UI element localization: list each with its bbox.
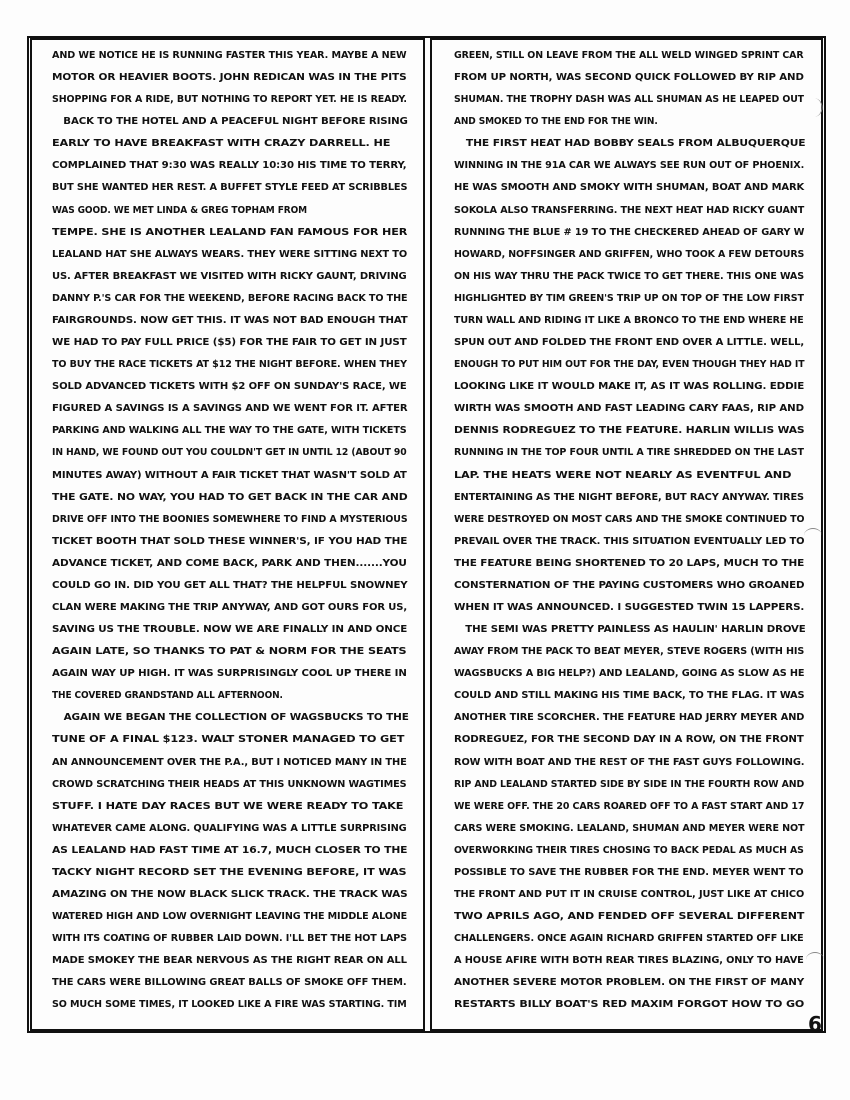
text-line: AND WE NOTICE HE IS RUNNING FASTER THIS YEAR. MAYBE A NEW	[52, 50, 407, 61]
text-line: RUNNING THE BLUE # 19 TO THE CHECKERED AHEAD OF GARY W	[454, 226, 805, 238]
page-curl-mark	[808, 99, 823, 117]
text-line: HE WAS SMOOTH AND SMOKY WITH SHUMAN, BOAT AND MARK	[454, 182, 805, 194]
text-line: CHALLENGERS. ONCE AGAIN RICHARD GRIFFEN STARTED OFF LIKE	[454, 933, 804, 945]
text-line: DANNY P.'S CAR FOR THE WEEKEND, BEFORE RACING BACK TO THE	[52, 292, 408, 304]
text-line: LOOKING LIKE IT WOULD MAKE IT, AS IT WAS ROLLING. EDDIE	[454, 381, 805, 393]
page-number: 6	[808, 1012, 822, 1036]
text-line: RIP AND LEALAND STARTED SIDE BY SIDE IN THE FOURTH ROW AND	[454, 778, 805, 790]
text-line: CARS WERE SMOKING. LEALAND, SHUMAN AND MEYER WERE NOT	[454, 822, 805, 834]
text-line: TACKY NIGHT RECORD SET THE EVENING BEFORE, IT WAS	[52, 866, 407, 878]
text-line: WATERED HIGH AND LOW OVERNIGHT LEAVING THE MIDDLE ALONE	[52, 911, 408, 923]
text-line: CROWD SCRATCHING THEIR HEADS AT THIS UNKNOWN WAGTIMES	[52, 778, 407, 790]
text-line: STUFF. I HATE DAY RACES BUT WE WERE READY TO TAKE	[52, 800, 404, 812]
text-line: SOKOLA ALSO TRANSFERRING. THE NEXT HEAT HAD RICKY GUANT	[454, 204, 805, 216]
text-line: SOLD ADVANCED TICKETS WITH $2 OFF ON SUNDAY'S RACE, WE	[52, 381, 407, 393]
text-line: COMPLAINED THAT 9:30 WAS REALLY 10:30 HIS TIME TO TERRY,	[52, 160, 407, 172]
text-line: AN ANNOUNCEMENT OVER THE P.A., BUT I NOTICED MANY IN THE	[52, 756, 407, 768]
text-line: SAVING US THE TROUBLE. NOW WE ARE FINALLY IN AND ONCE	[52, 624, 408, 636]
text-line: ADVANCE TICKET, AND COME BACK, PARK AND THEN.......YOU	[52, 557, 407, 569]
text-line: SPUN OUT AND FOLDED THE FRONT END OVER A LITTLE. WELL,	[454, 337, 805, 349]
text-line: AWAY FROM THE PACK TO BEAT MEYER, STEVE ROGERS (WITH HIS	[454, 646, 805, 658]
text-line: WINNING IN THE 91A CAR WE ALWAYS SEE RUN OUT OF PHOENIX.	[454, 160, 805, 172]
text-line: AMAZING ON THE NOW BLACK SLICK TRACK. THE TRACK WAS	[52, 889, 408, 901]
text-line: BUT SHE WANTED HER REST. A BUFFET STYLE FEED AT SCRIBBLES	[52, 182, 408, 194]
text-line: LAP. THE HEATS WERE NOT NEARLY AS EVENTFUL AND	[454, 469, 792, 481]
text-line: WAS GOOD. WE MET LINDA & GREG TOPHAM FROM	[52, 204, 307, 216]
text-line: ANOTHER TIRE SCORCHER. THE FEATURE HAD JERRY MEYER AND	[454, 712, 805, 724]
text-line: THE SEMI WAS PRETTY PAINLESS AS HAULIN' HARLIN DROVE	[465, 624, 806, 636]
text-line: MINUTES AWAY) WITHOUT A FAIR TICKET THAT WASN'T SOLD AT	[52, 469, 407, 481]
text-line: ENTERTAINING AS THE NIGHT BEFORE, BUT RACY ANYWAY. TIRES	[454, 491, 804, 503]
text-line: SO MUCH SOME TIMES, IT LOOKED LIKE A FIRE WAS STARTING. TIM	[52, 999, 407, 1011]
text-line: AGAIN WE BEGAN THE COLLECTION OF WAGSBUCKS TO THE	[63, 712, 409, 724]
page-curl-mark	[804, 528, 822, 543]
text-line: COULD GO IN. DID YOU GET ALL THAT? THE HELPFUL SNOWNEY	[52, 579, 408, 591]
text-line: HOWARD, NOFFSINGER AND GRIFFEN, WHO TOOK A FEW DETOURS	[454, 248, 805, 260]
text-line: WE HAD TO PAY FULL PRICE ($5) FOR THE FAIR TO GET IN JUST	[52, 337, 407, 349]
text-line: TWO APRILS AGO, AND FENDED OFF SEVERAL DIFFERENT	[454, 911, 805, 923]
text-line: THE COVERED GRANDSTAND ALL AFTERNOON.	[52, 690, 283, 702]
text-line: WERE DESTROYED ON MOST CARS AND THE SMOKE CONTINUED TO	[454, 513, 805, 525]
text-line: WE WERE OFF. THE 20 CARS ROARED OFF TO A FAST START AND 17	[454, 800, 805, 812]
text-line: A HOUSE AFIRE WITH BOTH REAR TIRES BLAZING, ONLY TO HAVE	[454, 955, 804, 967]
text-line: BACK TO THE HOTEL AND A PEACEFUL NIGHT BEFORE RISING	[63, 116, 408, 128]
text-line: CLAN WERE MAKING THE TRIP ANYWAY, AND GOT OURS FOR US,	[52, 602, 408, 613]
text-line: DRIVE OFF INTO THE BOONIES SOMEWHERE TO FIND A MYSTERIOUS	[52, 513, 408, 525]
text-line: TEMPE. SHE IS ANOTHER LEALAND FAN FAMOUS FOR HER	[52, 226, 408, 238]
text-line: THE FIRST HEAT HAD BOBBY SEALS FROM ALBUQUERQUE	[465, 138, 806, 150]
text-line: SHUMAN. THE TROPHY DASH WAS ALL SHUMAN AS HE LEAPED OUT	[454, 94, 804, 106]
text-line: AND SMOKED TO THE END FOR THE WIN.	[454, 116, 658, 128]
text-line: THE FEATURE BEING SHORTENED TO 20 LAPS, MUCH TO THE	[454, 557, 805, 569]
text-line: MOTOR OR HEAVIER BOOTS. JOHN REDICAN WAS IN THE PITS	[52, 72, 407, 84]
text-line: AGAIN LATE, SO THANKS TO PAT & NORM FOR THE SEATS	[52, 646, 407, 658]
text-line: ENOUGH TO PUT HIM OUT FOR THE DAY, EVEN THOUGH THEY HAD IT	[454, 359, 805, 371]
text-line: LEALAND HAT SHE ALWAYS WEARS. THEY WERE SITTING NEXT TO	[52, 248, 408, 260]
text-line: EARLY TO HAVE BREAKFAST WITH CRAZY DARRELL. HE	[52, 138, 391, 150]
text-line: COULD AND STILL MAKING HIS TIME BACK, TO THE FLAG. IT WAS	[454, 690, 805, 702]
text-line: WHEN IT WAS ANNOUNCED. I SUGGESTED TWIN 15 LAPPERS.	[454, 602, 805, 613]
text-line: RESTARTS BILLY BOAT'S RED MAXIM FORGOT HOW TO GO	[454, 999, 805, 1011]
text-line: AGAIN WAY UP HIGH. IT WAS SURPRISINGLY COOL UP THERE IN	[52, 668, 407, 680]
text-line: ANOTHER SEVERE MOTOR PROBLEM. ON THE FIRST OF MANY	[454, 977, 805, 989]
text-line: US. AFTER BREAKFAST WE VISITED WITH RICKY GAUNT, DRIVING	[52, 270, 407, 282]
text-line: FIGURED A SAVINGS IS A SAVINGS AND WE WENT FOR IT. AFTER	[52, 403, 408, 415]
text-line: FAIRGROUNDS. NOW GET THIS. IT WAS NOT BAD ENOUGH THAT	[52, 314, 408, 326]
text-line: TURN WALL AND RIDING IT LIKE A BRONCO TO THE END WHERE HE	[454, 314, 804, 326]
text-line: SHOPPING FOR A RIDE, BUT NOTHING TO REPORT YET. HE IS READY.	[52, 94, 407, 106]
text-line: PARKING AND WALKING ALL THE WAY TO THE GATE, WITH TICKETS	[52, 425, 407, 437]
text-line: THE FRONT AND PUT IT IN CRUISE CONTROL, JUST LIKE AT CHICO	[454, 889, 805, 901]
page-curl-mark	[806, 952, 824, 967]
text-line: WITH ITS COATING OF RUBBER LAID DOWN. I'LL BET THE HOT LAPS	[52, 933, 407, 945]
text-line: POSSIBLE TO SAVE THE RUBBER FOR THE END. MEYER WENT TO	[454, 866, 804, 878]
text-line: AS LEALAND HAD FAST TIME AT 16.7, MUCH CLOSER TO THE	[52, 844, 408, 856]
text-line: IN HAND, WE FOUND OUT YOU COULDN'T GET IN UNTIL 12 (ABOUT 90	[52, 447, 407, 459]
text-line: THE CARS WERE BILLOWING GREAT BALLS OF SMOKE OFF THEM.	[52, 977, 407, 989]
text-line: TICKET BOOTH THAT SOLD THESE WINNER'S, IF YOU HAD THE	[52, 535, 408, 547]
text-line: ROW WITH BOAT AND THE REST OF THE FAST GUYS FOLLOWING.	[454, 756, 805, 768]
text-line: OVERWORKING THEIR TIRES CHOSING TO BACK PEDAL AS MUCH AS	[454, 844, 804, 856]
text-line: TUNE OF A FINAL $123. WALT STONER MANAGED TO GET	[52, 734, 405, 746]
text-line: FROM UP NORTH, WAS SECOND QUICK FOLLOWED BY RIP AND	[454, 72, 804, 84]
text-line: WHATEVER CAME ALONG. QUALIFYING WAS A LITTLE SURPRISING	[52, 822, 407, 834]
text-line: WAGSBUCKS A BIG HELP?) AND LEALAND, GOING AS SLOW AS HE	[454, 668, 805, 680]
right-column	[430, 38, 823, 1031]
text-line: PREVAIL OVER THE TRACK. THIS SITUATION EVENTUALLY LED TO	[454, 535, 805, 547]
text-line: DENNIS RODREGUEZ TO THE FEATURE. HARLIN WILLIS WAS	[454, 425, 805, 437]
text-line: RODREGUEZ, FOR THE SECOND DAY IN A ROW, ON THE FRONT	[454, 734, 804, 746]
text-line: MADE SMOKEY THE BEAR NERVOUS AS THE RIGHT REAR ON ALL	[52, 955, 407, 967]
text-line: ON HIS WAY THRU THE PACK TWICE TO GET THERE. THIS ONE WAS	[454, 270, 804, 282]
text-line: CONSTERNATION OF THE PAYING CUSTOMERS WHO GROANED	[454, 579, 805, 591]
text-line: RUNNING IN THE TOP FOUR UNTIL A TIRE SHREDDED ON THE LAST	[454, 447, 804, 459]
text-line: HIGHLIGHTED BY TIM GREEN'S TRIP UP ON TOP OF THE LOW FIRST	[454, 292, 804, 304]
text-line: THE GATE. NO WAY, YOU HAD TO GET BACK IN THE CAR AND	[52, 491, 408, 503]
text-line: WIRTH WAS SMOOTH AND FAST LEADING CARY FAAS, RIP AND	[454, 403, 804, 415]
left-column	[30, 38, 425, 1031]
text-line: GREEN, STILL ON LEAVE FROM THE ALL WELD WINGED SPRINT CAR	[454, 50, 804, 61]
text-line: TO BUY THE RACE TICKETS AT $12 THE NIGHT BEFORE. WHEN THEY	[52, 359, 407, 371]
